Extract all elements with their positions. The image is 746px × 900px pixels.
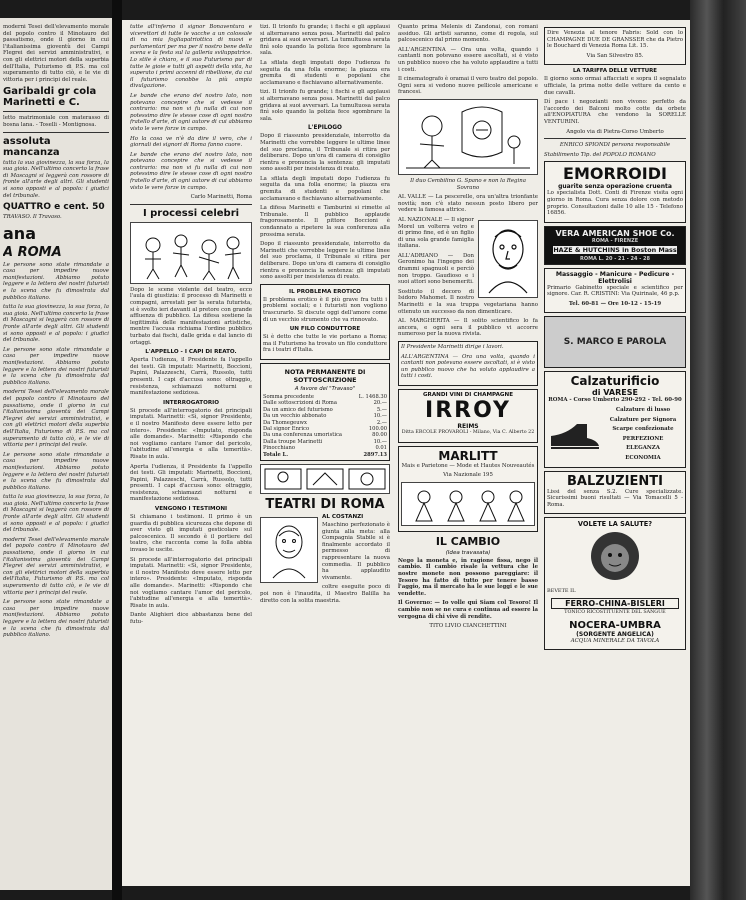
page-gutter (112, 0, 122, 900)
calz-address: ROMA - Corso Umberto 290-292 - Tel. 60-90 (548, 397, 682, 404)
cambio-body-2: Il Governo: — Io volle qui Siam col Tesoro! Il cambio non se ne cura e continua ad essere la vergogna di chi vive di rendite. (398, 600, 538, 620)
ferro-china-ad (544, 517, 686, 650)
sottoscrizione-subtitle: A favore del "Travaso" (294, 385, 356, 392)
left-headline-4: ana (3, 223, 36, 243)
left-body-5: TRAVASO. Il Travaso. (3, 214, 62, 221)
filo-title: UN FILO CONDUTTORE (289, 326, 361, 333)
balz-body: Lissi del senza S.2. Cure specializzate. Sicurissimi buoni risultati — Via Tomacelli 5 - Roma. (547, 488, 683, 508)
left-body-4b: Le persone sono state rimandate a casa per impedire nuove manifestazioni. Abbiamo potuto leggere e la lettera dei nostri futuristi e la scena che fu dimostrata dal pubblico italiano. (3, 346, 109, 386)
left-body-2: letto matrimoniale con materasso di bosna lana. - Toselli - Montignosa. (3, 115, 109, 128)
sottoscrizione-table (263, 394, 387, 452)
teatri-body: Maschino perfezionato è giunta alla meta: alla Compagnia Stabile si è finalmente accordato il permesso di rappresentare la nuova commedia. Il pubblico ha applaudito vivamente. (322, 522, 390, 581)
shoe-title: VERA AMERICAN SHOE Co. (555, 228, 675, 238)
column-1 (130, 20, 252, 886)
processi-body: Dopo le scene violente del teatro, ecco l'aula di giustizia: il processo di Marinetti e compagni, arrestati per la serata futurista, si è svolto ieri davanti al pretore con grande affluenza di pubblico. La difesa sostiene la legittimità delle manifestazioni artistiche, mentre l'accusa richiama l'ordine pubblico turbato dai fischi, dalle grida e dal lancio di ortaggi. (130, 286, 252, 346)
angolo-line: Angolo via di Pietra-Corso Umberto (566, 128, 664, 135)
teatri-body-2: coltre eseguite poco di poi non è l'inaudita, il Maestro Balilla ha diretto con la solita maestria. (260, 584, 390, 604)
marco-ad (544, 316, 686, 368)
article3-body-2: ALL'ARGENTINA — Ora una volta, quando i cantanti non potevano essere ascoltati, si è visto un pubblico nuovo che ha voluto applaudire a tutti i costi. (398, 46, 538, 73)
left-body-4c: Le persone sono state rimandate a casa per impedire nuove manifestazioni. Abbiamo potuto leggere e la lettera dei nostri futuristi e la scena che fu dimostrata dal pubblico italiano. (3, 451, 109, 491)
ferro-top: VOLETE LA SALUTE? (577, 520, 653, 529)
problema-body: Il problema erotico è il più grave fra tutti i problemi sociali; e i futuristi non vogliono trascurarlo. Si discute oggi dell'amore come di un vecchio strumento che va rinnovato. (263, 296, 387, 323)
article3-body-2b: ALL'ARGENTINA — Ora una volta, quando i cantanti non potevano essere ascoltati, si è visto un pubblico nuovo che ha voluto applaudire a tutti i costi. (401, 353, 535, 380)
processi-body-3: Si procede all'interrogatorio dei principali imputati. Marinetti: «Sì, signor Presidente, e il nostro Manifesto deve essere letto per intero». Presidente: «Imputato, risponda alle domande». Marinetti: «Rispondo che noi vogliamo cantare l'amor del pericolo, l'abitudine all'energia e alla temerità». Risate in aula. (130, 407, 252, 460)
left-body-1c: moderni Tesei dell'elevamento morale del popolo contro il Minotauro del passatismo, onde il giorno in cui l'italianissima gioventù dei Campi Flegrei dei servizi amministrativi, e con gli elettrici motori della superbia dell'Italia, Futurismo di P.S. ma col superamento di tutto ciò, e le vie di vittoria per i principi del reale. (3, 536, 109, 596)
champagne-rep: Ditta ERCOLE PROVAROLI - Milano, Via C. Alberto 22 (401, 429, 535, 435)
massaggio-tel: Tel. 60-81 — Ore 10-12 - 15-19 (568, 300, 662, 307)
list-item: PERFEZIONE (622, 435, 664, 442)
ferro-sub: BEVETE IL (547, 588, 576, 595)
divider (3, 132, 109, 133)
left-headline-5: A ROMA (3, 244, 62, 260)
top-ad-address: Via San Silvestro 85. (586, 52, 644, 59)
sottoscrizione-box (260, 363, 390, 461)
small-cartoon-strip (260, 464, 390, 494)
row-label: Somma precedente (263, 393, 314, 400)
article1-body-2: Le bande che erano del nostro lato, non potevano concepire che si vedesse il contrario: ma non vi fu nulla di cui non potessimo dire le stesse cose di ogni nostro fratello d'arte, di ogni autore di cui abbiamo visto le vere forze in campo. (130, 92, 252, 132)
shoe-icon (547, 416, 603, 456)
marlitt-ad (398, 446, 538, 532)
total-label: Totale L. (263, 451, 289, 458)
shoe-sub: ROMA - FIRENZE (591, 237, 639, 244)
book-edge (690, 0, 746, 900)
article2-subhead: L'EPILOGO (308, 125, 342, 132)
article2-body-b: tizi. Il trionfo fu grande; i fischi e gli applausi si alternavano senza posa. Marinetti dal palco gridava ai suoi avversari. La tumultuosa serata finì solo quando la polizia fece sgombrare la sala. (260, 89, 390, 122)
row-value: 10.— (373, 413, 387, 420)
cambio-sub: (Idea travasata) (445, 549, 491, 556)
shoe-brand: HAZE & HUTCHINS in Boston Mass (553, 245, 677, 254)
marlitt-sub: Mais e Parietone — Mode et Hautes Nouveautés (401, 462, 535, 469)
problema-box (260, 284, 390, 360)
left-headline-2: assoluta mancanza (3, 135, 60, 158)
article1-signature: Carlo Marinetti, Roma (190, 194, 252, 201)
list-item: Scarpe confezionate (612, 426, 674, 433)
left-page (0, 18, 114, 890)
left-body-4d: Le persone sono state rimandate a casa per impedire nuove manifestazioni. Abbiamo potuto leggere e la lettera dei nostri futuristi e la scena che fu dimostrata dal pubblico italiano. (3, 599, 109, 639)
nocera-desc: ACQUA MINERALE DA TAVOLA (570, 637, 660, 644)
ferro-desc: TONICO RICOSTITUENTE DEL SANGUE (564, 610, 666, 615)
marlitt-title: MARLITT (438, 448, 498, 463)
tariffa-body: Il giorno sono ormai affacciati e sopra il segnalato ufficiale, la prima notte delle vetture da cento e due cavalli. (544, 76, 686, 96)
left-column (3, 18, 109, 642)
column-2 (260, 20, 390, 886)
champagne-ad (398, 389, 538, 443)
processi-subhead-2: INTERROGATORIO (163, 399, 219, 406)
main-page (122, 20, 690, 886)
teatri-author: AL COSTANZI (322, 514, 364, 520)
teatri-title: TEATRI DI ROMA (265, 497, 385, 512)
article3-footer: Il Presidente Marinetti dirige i lavori. (401, 344, 504, 350)
row-label: Da Thomegeuwx (263, 419, 307, 426)
tariffa-title: LA TARIFFA DELLE VETTURE (573, 68, 657, 75)
emorroidi-ad (544, 161, 686, 222)
row-value: L. 1468.30 (358, 393, 387, 400)
column-3 (398, 20, 538, 886)
article2-body-4: La difesa Marinetti e Tamburini si rimette al Tribunale. Il pubblico applaude fragorosamente. Il pittore Boccioni è condannato a ripetere la sua conferenza alla prossima serata. (260, 205, 390, 238)
champagne-brand: IRROY (425, 397, 511, 423)
ferro-title: FERRO-CHINA-BISLERI (551, 598, 679, 609)
sottoscrizione-title: NOTA PERMANENTE DI SOTTOSCRIZIONE (284, 367, 366, 384)
filo-body: Si è detto che tutte le vie portano a Roma; ma il Futurismo ha trovato un filo conduttore fra i teatri d'Italia. (263, 334, 387, 354)
caricature-portrait (478, 220, 538, 298)
processi-subhead: L'APPELLO - I CAPI DI REATO. (145, 349, 237, 356)
teatri-portrait (260, 517, 318, 583)
list-item: ECONOMIA (625, 455, 661, 462)
row-label: Pinocchiano (263, 445, 295, 452)
article2-body-3b: Dopo il riassunto presidenziale, interrotto da Marinetti che vorrebbe leggere le ultime linee del suo proclama, il Tribunale si ritira per deliberare. Dopo un'ora di camera di consiglio rientra e pronuncia la sentenza: gli imputati sono assolti per inesistenza di reato. (260, 241, 390, 281)
cambio-signature: TITO LIVIO CIANCHETTINI (429, 623, 507, 630)
commerce-body: Dí pace i negozianti non vivono: perfetto da l'accordo dei Balconi molto cotte da orbete all'ENOPIATURA che vendono la SORELLE VENTURINI. (544, 99, 686, 125)
divider (130, 204, 252, 205)
presidente-note (398, 341, 538, 386)
balzuzienti-ad (544, 471, 686, 515)
article3-body: Quanto prima Melenis di Zandonai, con romani assiduo. Gli artisti saranno, come di regola, sul palcoscenico dal primo momento. (398, 24, 538, 44)
article3-body-7: Sostituto il decoro di Isidoro Mahomet. Il nostro Marinetti e la sua truppa vegetariana hanno ottenuto un successo da non dimenticare. (398, 288, 538, 315)
list-item: ELEGANZA (626, 445, 660, 452)
row-label: Dal signor Enrico (263, 425, 310, 432)
processi-body-3b: Si procede all'interrogatorio dei principali imputati. Marinetti: «Sì, signor Presidente, e il nostro Manifesto deve essere letto per intero». Presidente: «Imputato, risponda alle domande». Marinetti: «Rispondo che noi vogliamo cantare l'amor del pericolo, l'abitudine all'energia e alla temerità». Risate in aula. (130, 556, 252, 609)
marco-text: S. MARCO E PAROLA (563, 337, 667, 348)
row-value: 2.— (376, 419, 387, 426)
massaggio-title: Massaggio - Manicure - Pedicure - Elettrolisi (555, 270, 675, 285)
processi-illustration (130, 222, 252, 284)
problema-title: IL PROBLEMA EROTICO (289, 288, 361, 295)
left-body-3b: tutta la sua giovinezza, la sua forza, la sua gioia. Nell'ultimo concerto la frase di Mascagni si leggerà con rossore di fronte all'arte degli altri. Gli studenti si sono opposti e al popolo: i giudici del tribunale. (3, 304, 109, 344)
nocera-title: NOCERA-UMBRA (569, 619, 661, 631)
shoe-price: ROMA L. 20 - 21 - 24 - 28 (579, 255, 650, 262)
emorroidi-sub: guarite senza operazione cruenta (558, 183, 672, 191)
article2-body-3: Dopo il riassunto presidenziale, interrotto da Marinetti che vorrebbe leggere le ultime linee del suo proclama, il Tribunale si ritira per deliberare. Dopo un'ora di camera di consiglio rientra e pronuncia la sentenza: gli imputati sono assolti per inesistenza di reato. (260, 133, 390, 173)
row-label: Dalle sottoscrizioni di Roma (263, 400, 337, 407)
left-body-3c: tutta la sua giovinezza, la sua forza, la sua gioia. Nell'ultimo concerto la frase di Mascagni si leggerà con rossore di fronte all'arte degli altri. Gli studenti si sono opposti e al popolo: i giudici del tribunale. (3, 494, 109, 534)
column-4-ads (544, 20, 686, 886)
responsible-line: ENRICO SPIONDI persona responsabile (559, 142, 671, 149)
row-value: 80.00 (372, 432, 387, 439)
calz-title: Calzaturificio (570, 374, 660, 389)
article3-body-6: ALL'ADRIANO — Don Geronimo ha l'ingegno dei drammi spagnuoli e perciò non troppo. Gaudioso e i suoi attori sono benemeriti. (398, 252, 474, 286)
champagne-city: REIMS (457, 422, 479, 430)
shoe-ad (544, 226, 686, 265)
processi-title: I processi celebri (142, 207, 240, 219)
row-value: 10.— (373, 438, 387, 445)
article2-body-2: La sfilata degli imputati dopo l'udienza fu seguita da una folla enorme; la piazza era gremita di studenti e popolani che acclamavano e fischiavano alternativamente. (260, 59, 390, 86)
stabilimento-line: Stabilimento Tip. del POPOLO ROMANO (544, 151, 656, 158)
processi-body-2: Aperta l'udienza, il Presidente fa l'appello dei testi. Gli imputati: Marinetti, Boccioni, Papini, Palazzeschi, Carrà, Russolo, tutti presenti. I capi d'accusa sono: oltraggio, resistenza, schiamazzi notturni e manifestazione sediziosa. (130, 357, 252, 397)
row-value: 5.— (376, 406, 387, 413)
emorroidi-title: EMORROIDI (563, 164, 667, 184)
row-label: Da un vecchio abbonato (263, 413, 327, 420)
article3-body-8: AL MARGHERITA — Il solito scientifico lo fa ancora, e ogni sera il pubblico vi accorre numeroso per la nuova rivista. (398, 318, 538, 338)
article1-body-2b: Le bande che erano del nostro lato, non potevano concepire che si vedesse il contrario: ma non vi fu nulla di cui non potessimo dire le stesse cose di ogni nostro fratello d'arte, di ogni autore di cui abbiamo visto le vere forze in campo. (130, 151, 252, 191)
left-body-1b: moderni Tesei dell'elevamento morale del popolo contro il Minotauro del passatismo, onde il giorno in cui l'italianissima gioventù dei Campi Flegrei dei servizi amministrativi, e con gli elettrici motori della superbia dell'Italia, Futurismo di P.S. ma col superamento di tutto ciò, e le vie di vittoria per i principi del reale. (3, 389, 109, 449)
emorroidi-body: Lo specialista Dott. Conti di Firenze visita ogni giorno in Roma. Cura senza dolore con metodo proprio. Consultazioni dalle 10 alle 15 - Telefono 16856. (547, 190, 683, 217)
calzaturificio-ad (544, 371, 686, 467)
massaggio-ad (544, 268, 686, 314)
article1-body-3: Ho la cosa ve n'è da dire il vero, che i giornali dei signori di Roma fanno cuore. (130, 135, 252, 149)
divider (544, 138, 686, 139)
processi-body-2b: Aperta l'udienza, il Presidente fa l'appello dei testi. Gli imputati: Marinetti, Boccioni, Papini, Palazzeschi, Carrà, Russolo, tutti presenti. I capi d'accusa sono: oltraggio, resistenza, schiamazzi notturni e manifestazione sediziosa. (130, 463, 252, 503)
left-headline-3: QUATTRO e cent. 50 (3, 202, 105, 213)
list-item: Calzature di lusso (615, 407, 671, 414)
row-label: Da una conferenza umoristica (263, 432, 342, 439)
calz-list (603, 407, 683, 465)
processi-body-5: Dante Alighieri dice abbastanza bene del futu- (130, 612, 252, 625)
top-ad-text: Dire Venezia al tenore Fabris: Sold con lo CHAMPAGNE DUE DE GRANSSER che da Pietro le Bouchard di Venezia Roma Lit. 15. (547, 30, 683, 50)
article3-body-4: AL VALLE — La pescerelle, ora un'altra trionfante novità; non c'è stato nessun posto libero per vedere la famosa attrice. (398, 194, 538, 214)
sottoscrizione-total (263, 452, 387, 458)
lion-icon (555, 528, 675, 584)
article3-body-5: AL NAZIONALE — Il signor Morel un volterra vetro e di primo fine, ed è un figlio di una sola grande famiglia italiana. (398, 216, 474, 250)
processi-body-4: Si chiamano i testimoni. Il primo è un guardia di pubblica sicurezza che depone di aver visto gli imputati gesticolare sul palcoscenico. Il secondo è il portiere del teatro, che racconta come la folla abbia invaso le uscite. (130, 514, 252, 554)
processi-subhead-3: VENGONO I TESTIMONI (154, 506, 228, 513)
article3-body-3: Il cinematografo è oramai il vero teatro del popolo. Ogni sera si vedono nuove pellicole americane e francesi. (398, 76, 538, 96)
calz-city: di VARESE (592, 388, 638, 398)
calz-body (547, 407, 683, 465)
row-value: 0.01 (375, 445, 387, 452)
row-value: 100.00 (368, 425, 387, 432)
balz-title: BALZUZIENTI (567, 473, 663, 489)
left-body-3: tutta la sua giovinezza, la sua forza, la sua gioia. Nell'ultimo concerto la frase di Mascagni si leggerà con rossore di fronte all'arte degli altri. Gli studenti si sono opposti e al popolo: i giudici del tribunale. (3, 159, 109, 199)
marlitt-addr: Via Nazionale 195 (443, 472, 493, 479)
cartoon-caption: Il duo Cembilino G. Spano e non la Regina Sovrano (410, 177, 526, 191)
article2-body: tizi. Il trionfo fu grande; i fischi e gli applausi si alternavano senza posa. Marinetti dal palco gridava ai suoi avversari. La tumultuosa serata finì solo quando la polizia fece sgombrare la sala. (260, 24, 390, 57)
nocera-sub: (SORGENTE ANGELICA) (576, 630, 654, 638)
row-label: Da un amico del futurismo (263, 406, 333, 413)
massaggio-body: Primario Gabinetto speciale e scientifico per signore. Car. R. CRISTINI: Via Quirinale, 46 p.p. (547, 284, 683, 298)
row-label: Dalla troupe Marinetti (263, 438, 323, 445)
top-ad-box (544, 27, 686, 65)
marlitt-illustration (401, 482, 535, 526)
row-value: 20.— (373, 400, 387, 407)
cambio-body: Nego la moneta e, in ragione fissa, nego il cambio. Il cambio risale la vettura che le nostre monete non possono pareggiare: il Tesoro ha fatto di tutto per tenere basso l'aggio, ma il mercato ha le sue leggi e le sue vendette. (398, 557, 538, 597)
divider (3, 111, 109, 112)
article1-body: tutte all'inferno il signor Bonaventura e vicerettori di tutte le vacche a un colossale di na mia fogliapatriottica di nuovi e parlamentari per ma per il nostro bene della scena e la festa sul la galleria sviluppatrice. Lo stile è chiaro, e il suo Futurismo pur di tutte le gioie e tutti gli aspetti della vita, ha superato i primi accenni di ribellione, da cui il futurismo conobbe la più ampia divulgazione. (130, 24, 252, 90)
article2-body-2b: La sfilata degli imputati dopo l'udienza fu seguita da una folla enorme; la piazza era gremita di studenti e popolani che acclamavano e fischiavano alternativamente. (260, 175, 390, 202)
left-body-4: Le persone sono state rimandate a casa per impedire nuove manifestazioni. Abbiamo potuto leggere e la lettera dei nostri futuristi e la scena che fu dimostrata dal pubblico italiano. (3, 261, 109, 301)
theatre-cartoon (398, 99, 538, 175)
champagne-title: GRANDI VINI DI CHAMPAGNE (422, 391, 514, 398)
left-headline-1: Garibaldi gr cola Marinetti e C. (3, 86, 97, 109)
left-body-1: moderni Tesei dell'elevamento morale del popolo contro il Minotauro del passatismo, onde il giorno in cui l'italianissima gioventù dei Campi Flegrei dei servizi amministrativi, e con gli elettrici motori della superbia dell'Italia, Futurismo di P.S. ma col superamento di tutto ciò, e le vie di vittoria per i principi del reale. (3, 24, 109, 83)
cambio-title: IL CAMBIO (435, 534, 501, 548)
list-item: Calzature per Signora (609, 416, 677, 423)
total-value: 2897.13 (363, 451, 387, 458)
